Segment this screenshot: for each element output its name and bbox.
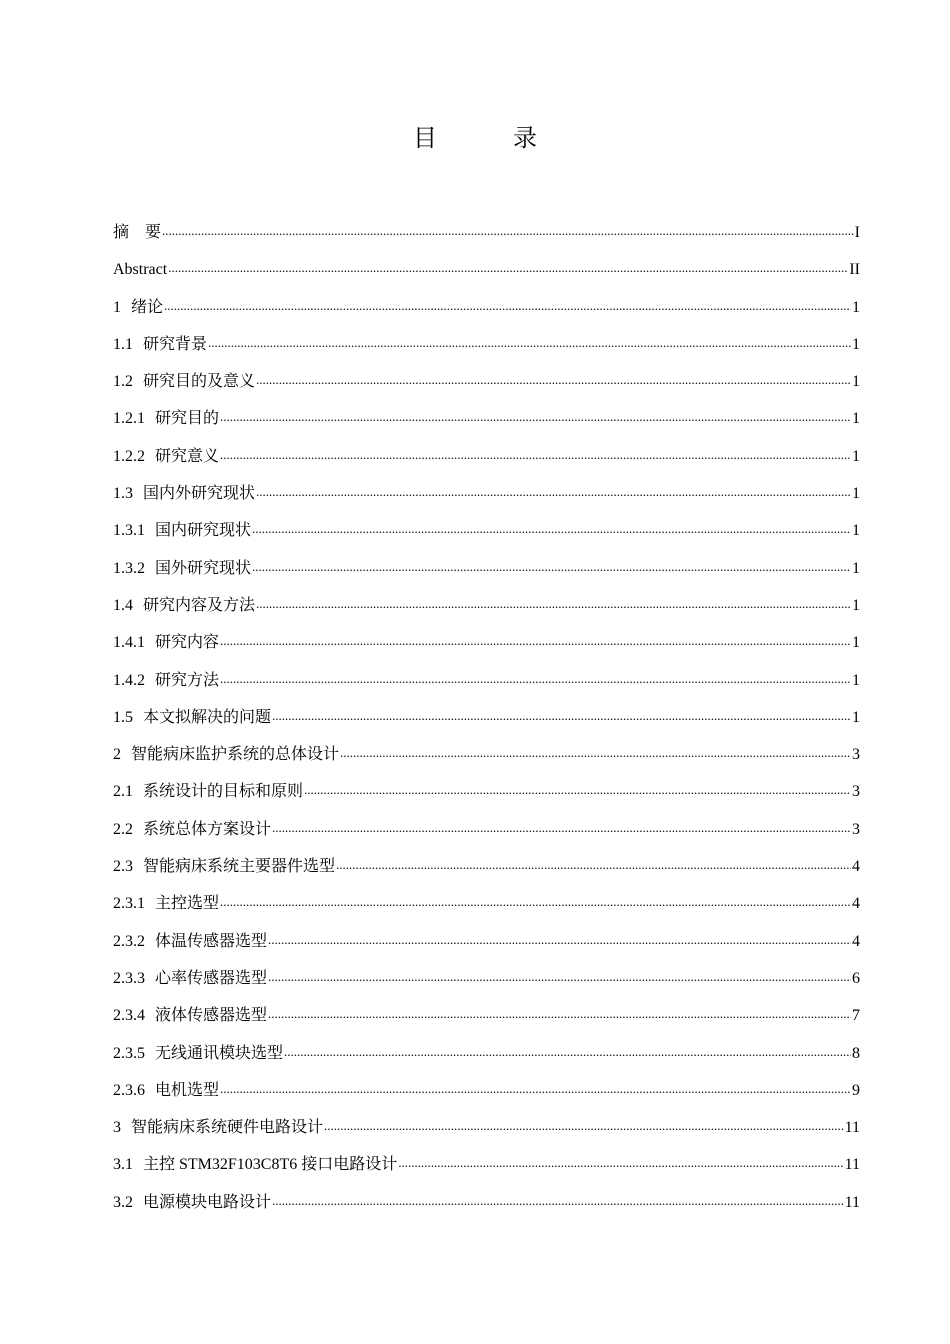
toc-entry[interactable] [113,736,860,773]
toc-leader-dots [252,519,851,535]
toc-entry-page: 3 [852,746,860,764]
toc-entry-page: 3 [852,783,860,801]
toc-leader-dots [304,780,851,796]
toc-leader-dots [220,892,851,908]
toc-leader-dots [324,1116,844,1132]
toc-leader-dots [336,855,851,871]
toc-entry-label: 研究目的 [155,410,220,428]
toc-entry[interactable] [113,587,860,624]
toc-entry-page: 1 [852,596,860,614]
toc-entry-page: 1 [852,298,860,316]
toc-entry[interactable] [113,811,860,848]
toc-entry-number: 1.1 [113,335,133,353]
toc-entry-label: 液体传感器选型 [155,1007,268,1025]
toc-entry-label: 研究方法 [155,671,220,689]
toc-entry-page: 11 [844,1156,860,1174]
toc-entry[interactable] [113,848,860,885]
toc-entry[interactable] [113,550,860,587]
toc-entry-page: 6 [852,969,860,987]
toc-entry-number: 2.3.1 [113,895,145,913]
toc-entry[interactable] [113,773,860,810]
toc-entry-number: 2.3.2 [113,932,145,950]
toc-entry-number: 3 [113,1119,121,1137]
toc-entry-page: 1 [852,485,860,503]
toc-leader-dots [284,1042,851,1058]
toc-entry-number: 2.3 [113,858,133,876]
toc-entry-number: 1 [113,298,121,316]
toc-entry-number: 1.3.1 [113,522,145,540]
page-title: 目 录 [413,124,563,152]
toc-entry-page: 1 [852,559,860,577]
toc-entry[interactable] [113,363,860,400]
toc-leader-dots [220,631,851,647]
toc-leader-dots [272,1191,844,1207]
toc-leader-dots [220,407,851,423]
toc-entry-page: 4 [852,895,860,913]
toc-leader-dots [268,967,851,983]
toc-entry-label: 研究意义 [155,447,220,465]
toc-entry[interactable] [113,1072,860,1109]
toc-entry-number: 2 [113,746,121,764]
toc-entry[interactable] [113,214,860,251]
toc-entry[interactable] [113,1109,860,1146]
toc-entry-label: 主控 STM32F103C8T6 接口电路设计 [143,1156,398,1174]
toc-entry-label: 心率传感器选型 [155,969,268,987]
toc-entry-page: I [854,224,860,241]
toc-leader-dots [272,818,851,834]
toc-entry[interactable] [113,885,860,922]
toc-entry-label: 国内研究现状 [155,522,252,540]
toc-entry-page: 1 [852,708,860,726]
toc-entry-page: 3 [852,820,860,838]
toc-entry[interactable] [113,960,860,997]
toc-entry-label: 研究内容 [155,634,220,652]
toc-entry[interactable] [113,512,860,549]
toc-entry[interactable] [113,400,860,437]
toc-leader-dots [256,482,851,498]
toc-entry-page: 11 [844,1193,860,1211]
toc-entry[interactable] [113,997,860,1034]
toc-entry-number: 2.1 [113,783,133,801]
toc-entry-number: 2.2 [113,820,133,838]
toc-entry-page: 8 [852,1044,860,1062]
toc-entry-number: 1.2.2 [113,447,145,465]
toc-entry-number: 1.4.1 [113,634,145,652]
toc-leader-dots [256,370,851,386]
toc-leader-dots [168,258,848,274]
toc-leader-dots [256,594,851,610]
toc-entry-page: 1 [852,410,860,428]
toc-entry-page: 1 [852,522,860,540]
toc-entry-number: 2.3.3 [113,969,145,987]
toc-entry-page: 9 [852,1081,860,1099]
toc-entry-label: 智能病床监护系统的总体设计 [131,746,340,764]
toc-entry-page: 11 [844,1119,860,1137]
toc-entry[interactable] [113,1184,860,1221]
toc-entry[interactable] [113,251,860,288]
toc-leader-dots [340,743,851,759]
toc-leader-dots [220,445,851,461]
toc-entry-number: 1.3 [113,485,133,503]
toc-entry-number: 1.3.2 [113,559,145,577]
toc-entry-label: Abstract [113,261,168,279]
toc-entry-number: 1.2 [113,373,133,391]
toc-leader-dots [164,296,851,312]
toc-entry-label: 体温传感器选型 [155,932,268,950]
toc-entry-label: 研究目的及意义 [143,373,256,391]
toc-entry[interactable] [113,475,860,512]
toc-entry-label: 无线通讯模块选型 [155,1044,284,1062]
toc-entry-label: 国内外研究现状 [143,485,256,503]
toc-entry[interactable] [113,923,860,960]
toc-leader-dots [208,333,851,349]
toc-entry-page: 1 [852,447,860,465]
toc-entry-label: 研究内容及方法 [143,596,256,614]
toc-leader-dots [272,706,851,722]
toc-entry[interactable] [113,662,860,699]
toc-leader-dots [162,221,854,237]
toc-leader-dots [220,669,851,685]
toc-entry-page: 7 [852,1007,860,1025]
toc-entry[interactable] [113,1146,860,1183]
toc-leader-dots [268,1004,851,1020]
toc-entry-label: 电源模块电路设计 [143,1193,272,1211]
toc-entry-label: 摘 要 [113,224,162,241]
toc-entry-label: 智能病床系统主要器件选型 [143,858,336,876]
toc-entry-page: 1 [852,671,860,689]
toc-entry-label: 本文拟解决的问题 [143,708,272,726]
toc-entry-page: 1 [852,373,860,391]
toc-entry-number: 2.3.5 [113,1044,145,1062]
toc-entry[interactable] [113,438,860,475]
toc-entry-number: 1.4 [113,596,133,614]
toc-entry[interactable] [113,326,860,363]
toc-entry-number: 3.1 [113,1156,133,1174]
toc-leader-dots [220,1079,851,1095]
toc-entry[interactable] [113,699,860,736]
toc-entry-label: 电机选型 [155,1081,220,1099]
table-of-contents [113,214,860,1221]
toc-entry-label: 系统设计的目标和原则 [143,783,304,801]
toc-leader-dots [268,930,851,946]
toc-entry-number: 2.3.6 [113,1081,145,1099]
toc-entry-number: 1.2.1 [113,410,145,428]
toc-entry-number: 2.3.4 [113,1007,145,1025]
toc-entry-label: 绪论 [131,298,164,316]
toc-entry-label: 系统总体方案设计 [143,820,272,838]
toc-entry-page: 4 [852,858,860,876]
toc-entry[interactable] [113,289,860,326]
toc-leader-dots [398,1153,843,1169]
toc-entry-label: 智能病床系统硬件电路设计 [131,1119,324,1137]
toc-entry-label: 研究背景 [143,335,208,353]
toc-entry-page: II [849,261,860,279]
toc-leader-dots [252,557,851,573]
toc-entry-number: 3.2 [113,1193,133,1211]
toc-entry[interactable] [113,624,860,661]
toc-entry-number: 1.4.2 [113,671,145,689]
toc-entry-page: 1 [852,634,860,652]
toc-entry-page: 4 [852,932,860,950]
toc-entry-number: 1.5 [113,708,133,726]
toc-entry-label: 国外研究现状 [155,559,252,577]
toc-entry-page: 1 [852,335,860,353]
toc-entry-label: 主控选型 [155,895,220,913]
toc-entry[interactable] [113,1035,860,1072]
